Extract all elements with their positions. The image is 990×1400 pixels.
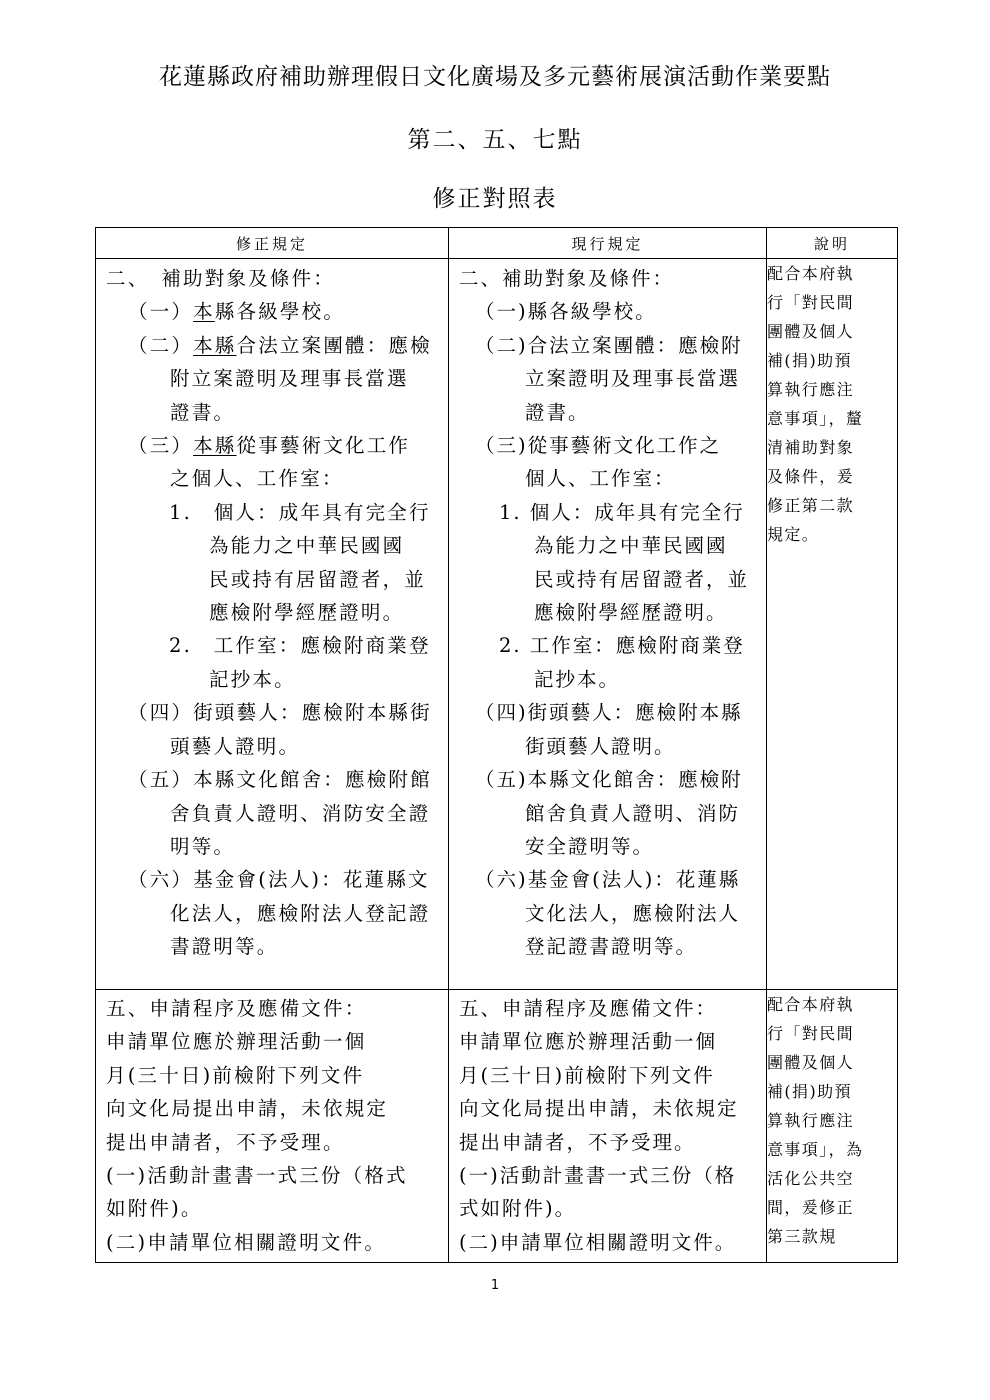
- text-line: 向文化局提出申請，未依規定: [106, 1097, 389, 1121]
- text-line: 之個人、工作室：: [170, 467, 344, 491]
- text-line: 明等。: [170, 834, 236, 858]
- note-line: 清補助對象: [767, 438, 855, 457]
- note-line: 配合本府執: [767, 995, 855, 1014]
- text-line: (二)申請單位相關證明文件。: [459, 1230, 737, 1254]
- text-line: 如附件)。: [106, 1197, 203, 1221]
- current-cell: [449, 259, 767, 990]
- text-line: 登記證書證明等。: [525, 935, 698, 959]
- underlined-text: 本: [193, 300, 215, 324]
- text-line: 五、申請程序及應備文件：: [106, 997, 367, 1020]
- note-line: 意事項」，釐: [767, 409, 864, 428]
- text-line: 頭藝人證明。: [170, 734, 301, 758]
- revised-cell: [96, 990, 449, 1263]
- note-line: 意事項」，為: [767, 1140, 864, 1159]
- text-line: 五、申請程序及應備文件：: [459, 997, 718, 1020]
- text-line: 應檢附學經歷證明。: [534, 601, 728, 625]
- text-line: （四)街頭藝人：應檢附本縣: [475, 701, 743, 725]
- table-title: 修正對照表: [432, 186, 558, 212]
- text-line: （二）本縣合法立案團體：應檢: [128, 333, 432, 357]
- current-cell: [449, 990, 767, 1263]
- text-line: （四）街頭藝人：應檢附本縣街: [128, 701, 432, 725]
- note-line: 補(捐)助預: [767, 1082, 852, 1101]
- underlined-text: 本縣: [193, 434, 237, 458]
- text-line: 記抄本。: [534, 667, 621, 691]
- text-line: (一)活動計畫書一式三份（格: [459, 1164, 737, 1188]
- text-line: 1. 個人：成年具有完全行: [169, 500, 431, 524]
- note-line: 及條件，爰: [767, 467, 855, 486]
- text-line: （五）本縣文化館舍：應檢附館: [128, 768, 432, 792]
- note-cell: [767, 259, 898, 990]
- text-line: 安全證明等。: [525, 834, 655, 858]
- note-line: 修正第二款: [767, 496, 855, 515]
- note-line: 第三款規: [767, 1227, 837, 1246]
- comparison-table: [95, 227, 898, 1263]
- text-line: 提出申請者，不予受理。: [106, 1130, 345, 1154]
- text-line: 申請單位應於辦理活動一個: [106, 1030, 367, 1054]
- note-line: 間，爰修正: [767, 1198, 855, 1217]
- text-line: （三）本縣從事藝術文化工作: [128, 434, 411, 458]
- text-line: (二)申請單位相關證明文件。: [106, 1230, 387, 1254]
- text-line: 2. 工作室：應檢附商業登: [499, 634, 745, 658]
- text-line: （六）基金會(法人)：花蓮縣文: [128, 868, 430, 892]
- revised-cell: [96, 259, 449, 990]
- text-line: 立案證明及理事長當選: [525, 367, 741, 391]
- text-line: 舍負責人證明、消防安全證: [170, 801, 431, 825]
- header-revised: 修正規定: [96, 228, 449, 259]
- underlined-text: 本縣: [193, 333, 237, 357]
- text-line: 向文化局提出申請，未依規定: [459, 1097, 739, 1121]
- text-line: 個人、工作室：: [525, 467, 676, 491]
- text-line: 應檢附學經歷證明。: [209, 601, 405, 625]
- text-line: 書證明等。: [170, 935, 279, 959]
- note-line: 規定。: [767, 525, 820, 544]
- document-title: 花蓮縣政府補助辦理假日文化廣場及多元藝術展演活動作業要點: [159, 64, 831, 90]
- text-line: 附立案證明及理事長當選: [170, 367, 409, 391]
- note-line: 行「對民間: [767, 293, 855, 312]
- note-cell: [767, 990, 898, 1263]
- text-line: （五)本縣文化館舍：應檢附: [475, 768, 743, 792]
- text-line: 為能力之中華民國國: [534, 534, 728, 558]
- text-line: （二)合法立案團體：應檢附: [475, 333, 743, 357]
- text-line: 館舍負責人證明、消防: [525, 801, 741, 825]
- text-line: 二、 補助對象及條件：: [106, 267, 335, 290]
- document-subtitle: 第二、五、七點: [407, 127, 583, 153]
- text-line: （一)縣各級學校。: [475, 300, 657, 324]
- text-line: 二、補助對象及條件：: [459, 267, 675, 290]
- header-current: 現行規定: [449, 228, 767, 259]
- text-line: 為能力之中華民國國: [209, 534, 405, 558]
- note-line: 配合本府執: [767, 264, 855, 283]
- text-line: 式如附件)。: [459, 1197, 577, 1221]
- note-line: 團體及個人: [767, 1053, 855, 1072]
- text-line: 民或持有居留證者，並: [534, 567, 750, 591]
- text-line: 證書。: [525, 400, 590, 424]
- text-line: 月(三十日)前檢附下列文件: [459, 1063, 715, 1087]
- note-line: 團體及個人: [767, 322, 855, 341]
- note-line: 算執行應注: [767, 1111, 855, 1130]
- table-row: [96, 990, 898, 1263]
- table-row: [96, 259, 898, 990]
- page-number: 1: [490, 1278, 500, 1293]
- text-line: 街頭藝人證明。: [525, 734, 676, 758]
- header-row: [96, 228, 898, 259]
- text-line: （一）本縣各級學校。: [128, 300, 346, 324]
- text-line: 文化法人，應檢附法人: [525, 901, 741, 925]
- note-line: 行「對民間: [767, 1024, 855, 1043]
- text-line: 申請單位應於辦理活動一個: [459, 1030, 718, 1054]
- text-line: (一)活動計畫書一式三份（格式: [106, 1164, 408, 1188]
- note-line: 算執行應注: [767, 380, 855, 399]
- text-line: 提出申請者，不予受理。: [459, 1130, 696, 1154]
- text-line: 2. 工作室：應檢附商業登: [169, 634, 431, 658]
- text-line: 證書。: [170, 400, 236, 424]
- text-line: （三)從事藝術文化工作之: [475, 434, 722, 458]
- note-line: 補(捐)助預: [767, 351, 852, 370]
- text-line: 1. 個人：成年具有完全行: [499, 500, 745, 524]
- header-note: 說明: [767, 228, 898, 259]
- text-line: （六)基金會(法人)：花蓮縣: [475, 868, 741, 892]
- text-line: 月(三十日)前檢附下列文件: [106, 1063, 365, 1087]
- text-line: 民或持有居留證者，並: [209, 567, 427, 591]
- text-line: 記抄本。: [209, 667, 296, 691]
- text-line: 化法人，應檢附法人登記證: [170, 901, 431, 925]
- note-line: 活化公共空: [767, 1169, 855, 1188]
